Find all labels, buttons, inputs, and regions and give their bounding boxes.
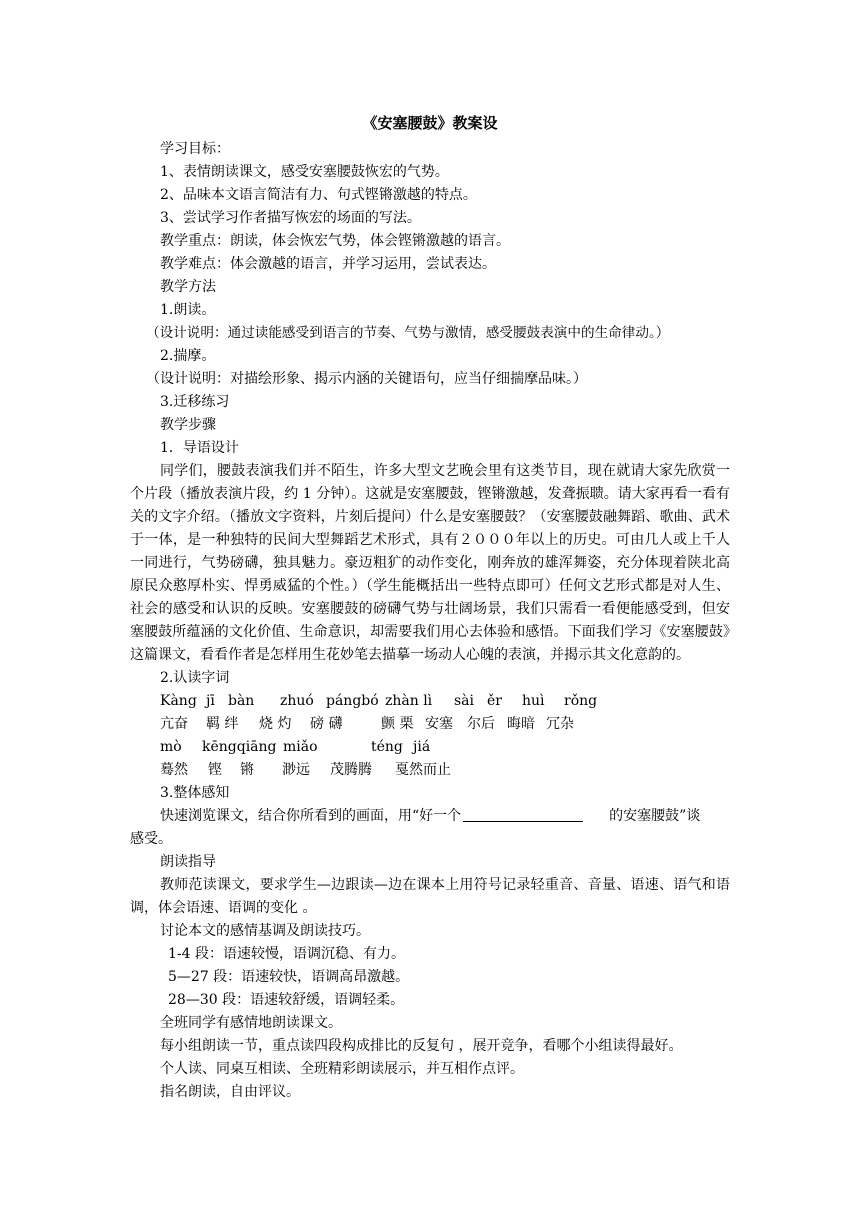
pinyin: téng: [371, 739, 403, 755]
pinyin: zhàn lì: [385, 693, 433, 709]
pinyin: mò: [160, 739, 182, 755]
objective-item: 2、品味本文语言简洁有力、句式铿锵激越的特点。: [160, 187, 477, 203]
pinyin: sài: [454, 693, 475, 709]
teacher-model-paragraph: 教师范读课文，要求学生—边跟读—边在课本上用符号记录轻重音、音量、语速、语气和语调，体会语速、语调的变化 。: [130, 877, 730, 916]
segment-item: 1-4 段：语速较慢，语调沉稳、有力。: [168, 946, 405, 962]
named-read: 指名朗读，自由评议。: [160, 1084, 300, 1100]
method-item: 1.朗读。: [160, 302, 216, 318]
step-heading: 2.认读字词: [160, 670, 230, 686]
segment-item: 28—30 段：语速较舒缓，语调轻柔。: [168, 992, 405, 1008]
word: 茂腾腾: [330, 762, 372, 778]
perceive-line: 感受。: [130, 831, 172, 847]
discuss-line: 讨论本文的感情基调及朗读技巧。: [160, 923, 370, 939]
pinyin: jī: [206, 693, 215, 709]
document-title: 《安塞腰鼓》教案设: [362, 114, 498, 132]
word: 亢奋: [160, 716, 188, 732]
word: 晦暗: [507, 716, 535, 732]
individual-read: 个人读、同桌互相读、全班精彩朗读展示，并互相作点评。: [160, 1061, 524, 1077]
word: 冗杂: [546, 716, 574, 732]
method-item: 2.揣摩。: [160, 348, 216, 364]
word: 锵: [240, 762, 254, 778]
word: 铿: [208, 762, 222, 778]
step-heading: 1．导语设计: [160, 440, 239, 456]
method-item: 3.迁移练习: [160, 394, 230, 410]
word: 颤 栗: [381, 716, 414, 732]
document-body: [130, 138, 730, 1104]
perceive-text: 快速浏览课文，结合你所看到的画面，用“好一个: [160, 808, 462, 824]
pinyin: pángbó: [326, 693, 379, 709]
pinyin: bàn: [228, 693, 255, 709]
word: 磅 礴: [310, 716, 343, 732]
pinyin-row: [130, 736, 730, 759]
objectives-heading: 学习目标：: [160, 141, 230, 157]
words-row: [130, 759, 730, 782]
pinyin-row: [130, 690, 730, 713]
methods-heading: 教学方法: [160, 279, 216, 295]
answer-blank: [463, 807, 583, 822]
pinyin: jiá: [413, 739, 431, 755]
steps-heading: 教学步骤: [160, 417, 216, 433]
key-point: 教学重点：朗读，体会恢宏气势，体会铿锵激越的语言。: [160, 233, 510, 249]
word: 蓦然: [160, 762, 188, 778]
method-note: （设计说明：对描绘形象、揭示内涵的关键语句，应当仔细揣摩品味。）: [146, 371, 587, 387]
group-read: 每小组朗读一节，重点读四段构成排比的反复句 ，展开竞争，看哪个小组读得最好。: [160, 1038, 683, 1054]
pinyin: kēngqiāng: [202, 739, 277, 755]
words-row: [130, 713, 730, 736]
word: 渺远: [282, 762, 310, 778]
pinyin: zhuó: [280, 693, 314, 709]
segment-item: 5—27 段：语速较快，语调高昂激越。: [168, 969, 410, 985]
pinyin: miǎo: [283, 739, 318, 755]
reading-guide-heading: 朗读指导: [160, 854, 216, 870]
word: 戛然而止: [395, 762, 451, 778]
intro-paragraph: 同学们，腰鼓表演我们并不陌生，许多大型文艺晚会里有这类节目，现在就请大家先欣赏一个片段（播放表演片段，约 1 分钟）。这就是安塞腰鼓，铿锵激越，发聋振聩。请大家再看一看有关的文字介绍。（播放文字资料，片刻后提问）什么是安塞腰鼓？（安塞腰鼓融舞蹈、歌曲、武术于一体，是一种独特的民间大型舞蹈艺术形式，具有２０００年以上的历史。可由几人或上千人一同进行，气势磅礴，独具魅力。豪迈粗犷的动作变化，刚奔放的雄浑舞姿，充分体现着陕北高原民众憨厚朴实、悍勇威猛的个性。）（学生能概括出一些特点即可）任何文艺形式都是对人生、社会的感受和认识的反映。安塞腰鼓的磅礴气势与壮阔场景，我们只需看一看便能感受到，但安塞腰鼓所蕴涵的文化价值、生命意识，却需要我们用心去体验和感悟。下面我们学习《安塞腰鼓》这篇课文，看看作者是怎样用生花妙笔去描摹一场动人心魄的表演，并揭示其文化意韵的。: [130, 463, 730, 663]
word: 尔后: [467, 716, 495, 732]
perceive-text: 的安塞腰鼓”谈: [609, 808, 701, 824]
pinyin: Kàng: [160, 693, 197, 709]
pinyin: ěr: [487, 693, 502, 709]
class-read: 全班同学有感情地朗读课文。: [160, 1015, 342, 1031]
objective-item: 1、表情朗读课文，感受安塞腰鼓恢宏的气势。: [160, 164, 449, 180]
pinyin: huì: [522, 693, 545, 709]
method-note: （设计说明：通过读能感受到语言的节奏、气势与激情，感受腰鼓表演中的生命律动。）: [146, 325, 670, 341]
word: 羁 绊: [206, 716, 239, 732]
objective-item: 3、尝试学习作者描写恢宏的场面的写法。: [160, 210, 421, 226]
difficulty: 教学难点：体会激越的语言，并学习运用，尝试表达。: [160, 256, 496, 272]
word: 烧 灼: [259, 716, 292, 732]
word: 安塞: [425, 716, 453, 732]
step-heading: 3.整体感知: [160, 785, 230, 801]
perceive-prompt: [130, 805, 730, 828]
pinyin: rǒng: [564, 693, 598, 709]
